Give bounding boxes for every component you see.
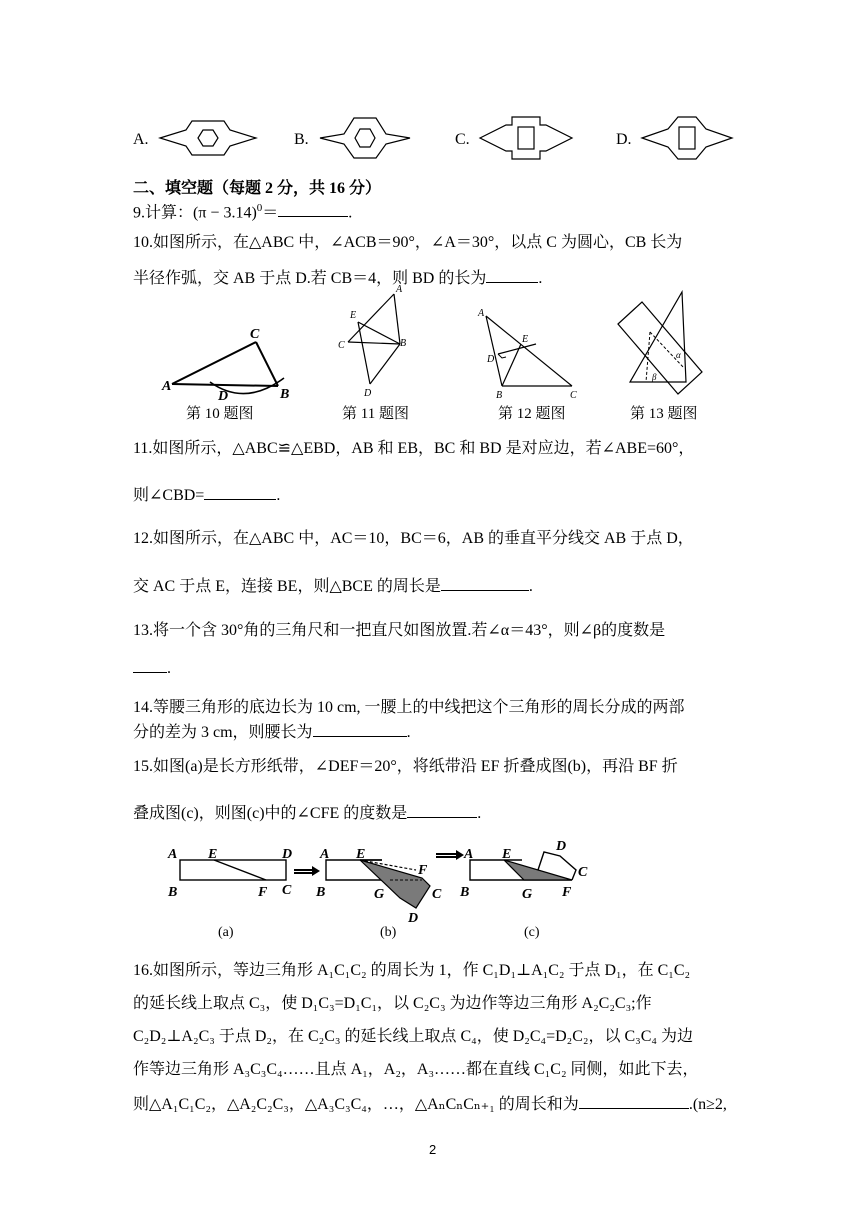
fig15b-b: B	[316, 885, 326, 900]
caption-fig-12: 第 12 题图	[498, 406, 566, 422]
section-heading: 二、填空题（每题 2 分，共 16 分）	[133, 180, 382, 197]
q9-blank[interactable]	[278, 200, 348, 217]
fig13-label-beta: β	[652, 372, 657, 382]
q9-prefix: 9.计算：	[133, 204, 194, 222]
q16-blank[interactable]	[579, 1092, 689, 1109]
fig15a-c: C	[282, 883, 292, 898]
q16-line5-end: .(n≥2,	[688, 1096, 727, 1113]
q10-line1: 10.如图所示，在△ABC 中，∠ACB＝90°，∠A＝30°，以点 C 为圆心，CB 长为	[133, 234, 683, 251]
q16-line1: 16.如图所示，等边三角形 A₁C₁C₂ 的周长为 1，作 C₁D₁⊥A₁C₂ 于点 D₁，在 C₁C₂	[133, 962, 691, 979]
q14-line2-text: 分的差为 3 cm，则腰长为	[133, 724, 313, 741]
q16-line4: 作等边三角形 A₃C₃C₄……且点 A₁，A₂，A₃……都在直线 C₁C₂ 同侧，如此下去，	[133, 1061, 699, 1078]
fig15c-b: B	[460, 885, 470, 900]
fig15a-d: D	[282, 847, 293, 862]
q13-blank[interactable]	[133, 656, 167, 673]
q13-line2	[133, 656, 171, 680]
figure-13	[606, 288, 706, 402]
fig15a-caption: (a)	[218, 925, 234, 940]
fig15c-g: G	[522, 887, 533, 902]
fig15c-a: A	[464, 847, 474, 862]
q16-line5-text: 则△A₁C₁C₂，△A₂C₂C₃，△A₃C₃C₄，…，△AₙCₙCₙ₊₁ 的周长和为	[133, 1096, 579, 1113]
figure-12	[476, 300, 586, 404]
fig15b-c: C	[432, 887, 442, 902]
q16-line3: C₂D₂⊥A₂C₃ 于点 D₂，在 C₂C₃ 的延长线上取点 C₄，使 D₂C₄=D₂C₂，以 C₃C₄ 为边	[133, 1028, 693, 1045]
q9-end: .	[348, 204, 353, 222]
q12-blank[interactable]	[441, 574, 529, 591]
figure-11	[332, 282, 422, 402]
fig11-label-a: A	[396, 284, 403, 295]
q9-eq: ＝	[262, 204, 279, 222]
q12-line2-end: .	[528, 578, 533, 595]
caption-fig-11: 第 11 题图	[342, 406, 409, 422]
fig15c-d: D	[556, 839, 567, 854]
fig15b-d: D	[408, 911, 419, 926]
q10-line2-text: 半径作弧，交 AB 于点 D.若 CB＝4，则 BD 的长为	[133, 270, 487, 287]
fig12-label-b: B	[496, 390, 503, 401]
q16-line5	[133, 1092, 727, 1116]
q15-line2-end: .	[477, 805, 482, 822]
q11-line2	[133, 483, 280, 507]
caption-fig-10: 第 10 题图	[186, 406, 254, 422]
fig15b-a: A	[320, 847, 330, 862]
fig15c-caption: (c)	[524, 925, 540, 940]
fig15c-c: C	[578, 865, 588, 880]
q16-line2: 的延长线上取点 C₃，使 D₁C₃=D₁C₁，以 C₂C₃ 为边作等边三角形 A₂C₂C₃;作	[133, 995, 652, 1012]
figure-15	[160, 838, 600, 944]
q12-line1: 12.如图所示，在△ABC 中，AC＝10，BC＝6，AB 的垂直平分线交 AB 于点 D，	[133, 530, 694, 547]
q11-line2-text: 则∠CBD=	[133, 487, 205, 504]
fig12-label-a: A	[478, 308, 485, 319]
q10-blank[interactable]	[486, 266, 538, 283]
q12-line2-text: 交 AC 于点 E，连接 BE，则△BCE 的周长是	[133, 578, 441, 595]
fig11-label-d: D	[364, 388, 372, 399]
q15-blank[interactable]	[407, 801, 477, 818]
option-b-label: B.	[294, 131, 309, 148]
option-a-label: A.	[133, 131, 149, 148]
option-c-shape	[478, 113, 574, 163]
fig10-label-c: C	[250, 327, 260, 342]
fig12-label-e: E	[522, 334, 529, 345]
q14-line2-end: .	[406, 724, 411, 741]
fig15c-f: F	[562, 885, 572, 900]
q10-line2-end: .	[538, 270, 543, 287]
fig15a-f: F	[258, 885, 268, 900]
q9-exp: 0	[256, 202, 263, 214]
q9-expr: (π − 3.14)	[193, 204, 257, 222]
fig15a-e: E	[208, 847, 218, 862]
q15-line2-text: 叠成图(c)，则图(c)中的∠CFE 的度数是	[133, 805, 408, 822]
q13-line2-end: .	[167, 660, 171, 677]
q15-line2	[133, 801, 481, 825]
q14-line2	[133, 720, 411, 744]
fig10-label-a: A	[162, 379, 172, 394]
fig12-label-d: D	[487, 354, 495, 365]
fig12-label-c: C	[570, 390, 577, 401]
fig15c-e: E	[502, 847, 512, 862]
fig13-label-alpha: α	[676, 350, 681, 360]
fig15a-b: B	[168, 885, 178, 900]
page-number: 2	[429, 1142, 437, 1157]
option-d-shape	[640, 113, 734, 163]
q14-blank[interactable]	[313, 720, 407, 737]
fig15b-caption: (b)	[380, 925, 397, 940]
fig15b-f: F	[418, 863, 428, 878]
caption-fig-13: 第 13 题图	[630, 406, 698, 422]
q11-line1: 11.如图所示，△ABC≌△EBD，AB 和 EB，BC 和 BD 是对应边，若∠ABE=60°，	[133, 440, 695, 457]
fig15a-a: A	[168, 847, 178, 862]
q12-line2	[133, 574, 533, 598]
fig10-label-d: D	[218, 389, 229, 402]
fig10-label-b: B	[280, 387, 290, 402]
fig15b-g: G	[374, 887, 385, 902]
fig11-label-b: B	[400, 338, 407, 349]
fig11-label-c: C	[338, 340, 345, 351]
option-a-shape	[158, 116, 258, 160]
question-9	[133, 197, 352, 224]
option-d-label: D.	[616, 131, 632, 148]
q14-line1: 14.等腰三角形的底边长为 10 cm, 一腰上的中线把这个三角形的周长分成的两部	[133, 699, 685, 716]
figure-10	[160, 322, 300, 402]
q11-blank[interactable]	[204, 483, 276, 500]
option-c-label: C.	[455, 131, 470, 148]
fig11-label-e: E	[350, 310, 357, 321]
fig15b-e: E	[356, 847, 366, 862]
q15-line1: 15.如图(a)是长方形纸带，∠DEF＝20°，将纸带沿 EF 折叠成图(b)，再沿 BF 折	[133, 758, 678, 775]
q13-line1: 13.将一个含 30°角的三角尺和一把直尺如图放置.若∠α＝43°，则∠β的度数是	[133, 622, 666, 639]
q11-line2-end: .	[276, 487, 281, 504]
option-b-shape	[318, 112, 412, 164]
